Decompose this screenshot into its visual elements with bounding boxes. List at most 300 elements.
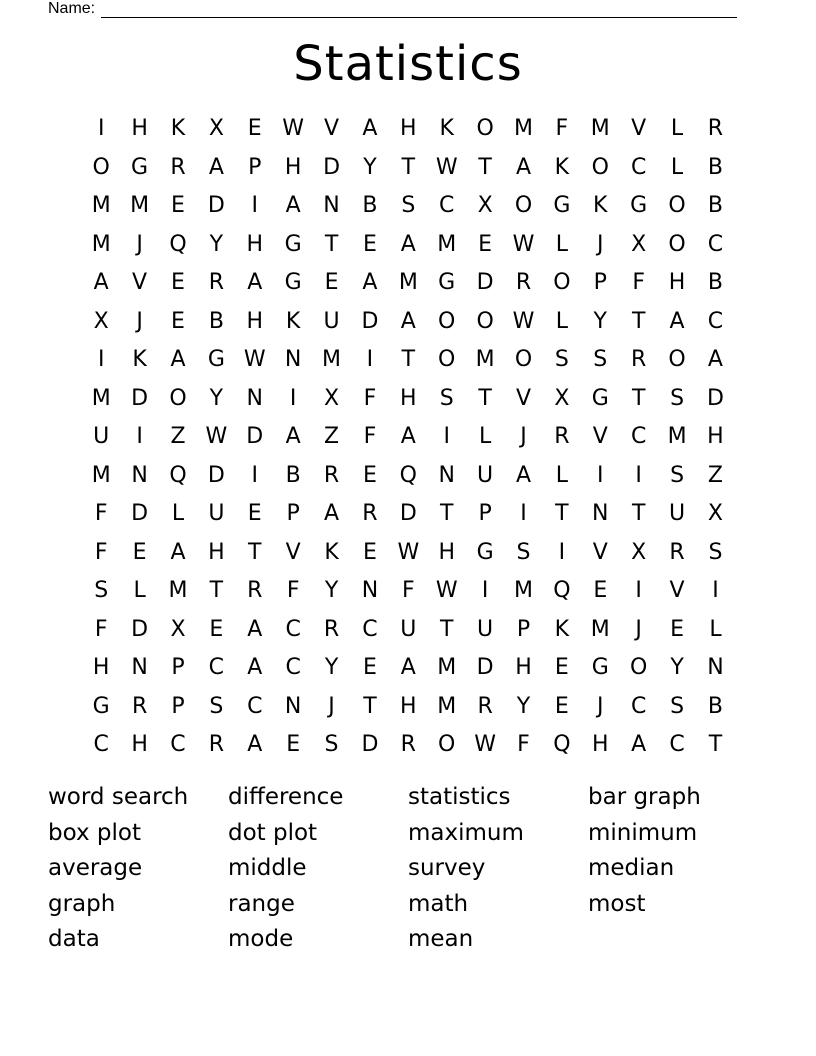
grid-letter[interactable]: F [94,539,108,565]
grid-letter[interactable]: U [400,616,417,642]
grid-letter[interactable]: M [168,578,188,603]
grid-letter[interactable]: T [401,347,416,372]
grid-letter[interactable]: E [247,116,262,141]
grid-letter[interactable]: Y [324,578,339,603]
grid-letter[interactable]: T [363,693,377,719]
grid-letter[interactable]: N [707,655,724,680]
grid-letter[interactable]: R [208,732,225,757]
grid-letter[interactable]: U [323,308,340,334]
grid-letter[interactable]: D [476,270,494,295]
grid-letter[interactable]: P [248,154,262,180]
grid-letter[interactable]: C [707,308,724,334]
grid-letter[interactable]: W [512,308,535,334]
grid-letter[interactable]: M [590,616,610,642]
grid-letter[interactable]: R [323,616,340,642]
grid-letter[interactable]: P [286,501,300,526]
grid-letter[interactable]: E [209,616,224,642]
grid-letter[interactable]: P [171,693,185,719]
grid-letter[interactable]: N [438,462,455,488]
grid-letter[interactable]: G [591,655,609,680]
grid-letter[interactable]: H [208,539,225,565]
grid-letter[interactable]: Q [169,462,187,488]
grid-letter[interactable]: G [92,693,110,719]
grid-letter[interactable]: W [205,424,228,449]
grid-letter[interactable]: M [91,231,111,257]
grid-letter[interactable]: L [133,578,146,603]
grid-letter[interactable]: X [93,308,109,334]
grid-letter[interactable]: F [517,732,530,757]
grid-letter[interactable]: E [554,693,569,719]
grid-letter[interactable]: R [247,578,263,603]
grid-letter[interactable]: H [668,270,686,295]
grid-letter[interactable]: A [93,270,109,295]
grid-letter[interactable]: I [520,501,527,526]
grid-letter[interactable]: F [286,578,300,603]
grid-letter[interactable]: O [438,347,456,372]
grid-row [82,688,736,727]
grid-letter[interactable]: A [170,539,186,565]
word-list-item: data [48,926,100,953]
grid-letter[interactable]: C [707,231,724,257]
grid-letter[interactable]: C [170,732,186,757]
grid-letter[interactable]: Y [209,231,224,257]
grid-letter[interactable]: G [630,193,648,218]
grid-letter[interactable]: N [131,462,148,488]
grid-letter[interactable]: Y [593,308,607,334]
grid-letter[interactable]: M [514,116,533,141]
grid-letter[interactable]: C [630,424,647,449]
grid-letter[interactable]: S [670,462,685,488]
grid-letter[interactable]: S [209,693,224,719]
grid-letter[interactable]: B [707,154,723,180]
grid-letter[interactable]: E [171,270,185,295]
grid-letter[interactable]: A [400,308,416,334]
grid-letter[interactable]: A [515,462,532,488]
grid-letter[interactable]: Y [209,385,224,411]
grid-letter[interactable]: M [437,231,457,257]
grid-letter[interactable]: X [631,231,647,257]
grid-letter[interactable]: Y [324,655,339,680]
grid-letter[interactable]: C [285,616,301,642]
grid-letter[interactable]: T [478,385,492,411]
grid-letter[interactable]: W [243,347,266,372]
grid-letter[interactable]: D [246,424,264,449]
grid-letter[interactable]: O [668,347,686,372]
grid-letter[interactable]: H [131,732,148,757]
grid-letter[interactable]: T [631,308,646,334]
grid-letter[interactable]: M [130,193,150,218]
grid-letter[interactable]: T [209,578,224,603]
grid-letter[interactable]: C [630,154,647,180]
grid-row [82,149,736,188]
grid-letter[interactable]: T [439,501,454,526]
grid-letter[interactable]: T [248,539,262,565]
grid-letter[interactable]: R [554,424,570,449]
grid-letter[interactable]: M [437,655,457,680]
grid-letter[interactable]: L [670,116,684,141]
grid-letter[interactable]: D [323,154,341,180]
word-list-item: maximum [408,819,524,846]
grid-letter[interactable]: T [631,385,646,411]
grid-letter[interactable]: A [669,308,685,334]
grid-letter[interactable]: S [708,539,723,565]
grid-letter[interactable]: M [91,193,111,218]
grid-letter[interactable]: L [709,616,722,642]
grid-letter[interactable]: K [554,616,570,642]
grid-letter[interactable]: Y [363,154,377,180]
grid-letter[interactable]: G [476,539,494,565]
grid-letter[interactable]: S [670,385,685,411]
grid-letter[interactable]: H [400,693,417,719]
grid-letter[interactable]: A [247,732,263,757]
grid-letter[interactable]: F [555,116,569,141]
grid-letter[interactable]: B [208,308,224,334]
grid-letter[interactable]: J [136,308,143,334]
grid-letter[interactable]: C [669,732,685,757]
grid-letter[interactable]: J [635,616,642,642]
grid-letter[interactable]: O [438,308,456,334]
grid-letter[interactable]: T [708,732,723,757]
grid-letter[interactable]: G [284,231,302,257]
grid-letter[interactable]: B [285,462,301,488]
grid-letter[interactable]: D [361,308,379,334]
grid-letter[interactable]: R [170,154,186,180]
grid-letter[interactable]: A [362,270,378,295]
grid-letter[interactable]: G [438,270,456,295]
grid-letter[interactable]: B [707,693,723,719]
grid-letter[interactable]: K [593,193,608,218]
grid-letter[interactable]: X [477,193,493,218]
grid-letter[interactable]: A [400,424,416,449]
grid-letter[interactable]: E [171,193,185,218]
grid-letter[interactable]: A [170,347,186,372]
grid-letter[interactable]: A [285,193,301,218]
grid-letter[interactable]: G [284,270,302,295]
grid-letter[interactable]: O [514,347,533,372]
grid-letter[interactable]: P [171,655,185,680]
grid-letter[interactable]: U [669,501,686,526]
grid-letter[interactable]: U [208,501,225,526]
grid-letter[interactable]: G [207,347,225,372]
grid-letter[interactable]: N [284,347,302,372]
grid-letter[interactable]: D [131,616,149,642]
grid-letter[interactable]: H [592,732,609,757]
grid-letter[interactable]: P [516,616,531,642]
grid-letter[interactable]: E [286,732,301,757]
grid-letter[interactable]: J [597,693,604,719]
grid-letter[interactable]: J [328,693,335,719]
grid-letter[interactable]: O [591,154,609,180]
grid-letter[interactable]: E [362,231,377,257]
grid-letter[interactable]: J [136,231,143,257]
grid-letter[interactable]: N [592,501,609,526]
grid-letter[interactable]: M [590,116,610,141]
grid-letter[interactable]: I [558,539,566,565]
grid-letter[interactable]: Q [553,732,571,757]
grid-letter[interactable]: R [362,501,378,526]
grid-letter[interactable]: H [707,424,724,449]
grid-row [82,649,736,688]
grid-letter[interactable]: X [208,116,224,141]
grid-letter[interactable]: N [361,578,379,603]
grid-letter[interactable]: E [554,655,569,680]
grid-letter[interactable]: K [439,116,454,141]
grid-letter[interactable]: Q [553,578,571,603]
grid-letter[interactable]: J [520,424,527,449]
grid-letter[interactable]: B [707,270,723,295]
grid-letter[interactable]: O [476,308,494,334]
grid-letter[interactable]: C [93,732,109,757]
grid-letter[interactable]: W [435,578,458,603]
grid-letter[interactable]: K [324,539,339,565]
word-list-item: mode [228,926,294,953]
grid-letter[interactable]: Y [670,655,684,680]
grid-letter[interactable]: H [400,385,417,411]
grid-letter[interactable]: N [323,193,340,218]
grid-letter[interactable]: I [481,578,489,603]
grid-letter[interactable]: A [247,616,263,642]
grid-letter[interactable]: M [91,462,111,488]
grid-letter[interactable]: V [669,578,685,603]
grid-letter[interactable]: P [593,270,607,295]
grid-letter[interactable]: X [324,385,340,411]
grid-letter[interactable]: K [132,347,147,372]
grid-letter[interactable]: C [439,193,455,218]
grid-letter[interactable]: Q [169,231,187,257]
grid-letter[interactable]: M [514,578,533,603]
grid-letter[interactable]: E [362,539,377,565]
grid-letter[interactable]: F [401,578,415,603]
grid-letter[interactable]: L [670,154,684,180]
grid-letter[interactable]: T [478,154,492,180]
grid-letter[interactable]: L [555,308,569,334]
grid-letter[interactable]: D [207,462,225,488]
grid-letter[interactable]: L [555,462,569,488]
grid-letter[interactable]: R [131,693,148,719]
grid-letter[interactable]: W [282,116,305,141]
grid-letter[interactable]: A [208,154,224,180]
grid-letter[interactable]: W [512,231,535,257]
grid-letter[interactable]: I [289,385,297,411]
grid-letter[interactable]: O [668,231,686,257]
grid-letter[interactable]: I [251,193,258,218]
grid-letter[interactable]: E [593,578,608,603]
grid-letter[interactable]: H [400,116,417,141]
grid-letter[interactable]: H [515,655,532,680]
grid-letter[interactable]: E [478,231,493,257]
grid-letter[interactable]: R [631,347,647,372]
grid-letter[interactable]: A [285,424,301,449]
grid-letter[interactable]: D [207,193,225,218]
grid-letter[interactable]: G [131,154,149,180]
grid-letter[interactable]: V [631,116,647,141]
grid-letter[interactable]: I [366,347,374,372]
grid-letter[interactable]: W [435,154,458,180]
grid-letter[interactable]: E [324,270,339,295]
grid-letter[interactable]: M [475,347,495,372]
grid-letter[interactable]: H [246,308,264,334]
grid-letter[interactable]: W [397,539,420,565]
grid-letter[interactable]: U [477,462,494,488]
grid-letter[interactable]: O [438,732,456,757]
grid-letter[interactable]: I [635,462,642,488]
grid-letter[interactable]: O [476,116,494,141]
grid-letter[interactable]: M [398,270,418,295]
grid-letter[interactable]: E [171,308,185,334]
grid-letter[interactable]: D [706,385,724,411]
grid-letter[interactable]: S [439,385,454,411]
grid-letter[interactable]: X [631,539,647,565]
grid-letter[interactable]: R [208,270,225,295]
grid-letter[interactable]: R [400,732,416,757]
grid-letter[interactable]: M [91,385,111,411]
grid-letter[interactable]: E [247,501,262,526]
grid-letter[interactable]: E [670,616,684,642]
grid-letter[interactable]: Q [399,462,417,488]
grid-letter[interactable]: H [284,154,302,180]
grid-letter[interactable]: I [443,424,450,449]
grid-letter[interactable]: I [97,347,105,372]
grid-letter[interactable]: R [323,462,340,488]
grid-letter[interactable]: C [362,616,378,642]
grid-letter[interactable]: I [635,578,642,603]
grid-letter[interactable]: A [324,501,340,526]
grid-letter[interactable]: K [554,154,570,180]
name-blank-line[interactable] [101,2,737,18]
grid-letter[interactable]: P [478,501,492,526]
grid-letter[interactable]: I [97,116,105,141]
grid-letter[interactable]: E [362,462,377,488]
grid-letter[interactable]: Y [516,693,531,719]
grid-letter[interactable]: O [630,655,648,680]
grid-letter[interactable]: K [170,116,186,141]
grid-letter[interactable]: V [592,424,608,449]
grid-letter[interactable]: M [322,347,342,372]
grid-letter[interactable]: H [438,539,455,565]
grid-letter[interactable]: T [439,616,454,642]
grid-letter[interactable]: F [94,501,108,526]
grid-letter[interactable]: X [554,385,570,411]
grid-letter[interactable]: A [515,154,532,180]
grid-letter[interactable]: M [667,424,687,449]
grid-letter[interactable]: A [631,732,647,757]
grid-letter[interactable]: C [630,693,647,719]
grid-letter[interactable]: D [476,655,494,680]
grid-letter[interactable]: L [555,231,569,257]
grid-letter[interactable]: Z [170,424,186,449]
grid-letter[interactable]: V [324,116,340,141]
grid-letter[interactable]: K [285,308,301,334]
grid-letter[interactable]: A [362,116,378,141]
grid-letter[interactable]: C [285,655,301,680]
grid-letter[interactable]: O [169,385,187,411]
grid-letter[interactable]: C [208,655,225,680]
grid-letter[interactable]: A [247,655,263,680]
grid-letter[interactable]: X [707,501,723,526]
grid-letter[interactable]: D [131,501,149,526]
grid-letter[interactable]: S [94,578,109,603]
grid-letter[interactable]: S [516,539,531,565]
grid-letter[interactable]: H [92,655,110,680]
grid-letter[interactable]: N [131,655,148,680]
grid-letter[interactable]: O [553,270,571,295]
name-field [48,0,737,18]
grid-letter[interactable]: G [553,193,571,218]
grid-letter[interactable]: R [477,693,493,719]
grid-letter[interactable]: T [555,501,569,526]
grid-letter[interactable]: S [554,347,569,372]
grid-letter[interactable]: V [285,539,301,565]
grid-letter[interactable]: M [437,693,457,719]
grid-letter[interactable]: B [362,193,378,218]
grid-letter[interactable]: T [401,154,416,180]
grid-letter[interactable]: O [668,193,686,218]
grid-letter[interactable]: R [707,116,724,141]
grid-letter[interactable]: A [400,655,416,680]
grid-letter[interactable]: W [474,732,496,757]
grid-letter[interactable]: L [171,501,185,526]
grid-letter[interactable]: S [593,347,608,372]
grid-letter[interactable]: V [132,270,148,295]
grid-letter[interactable]: V [592,539,608,565]
grid-letter[interactable]: T [324,231,339,257]
grid-letter[interactable]: Z [324,424,340,449]
grid-letter[interactable]: A [400,231,416,257]
grid-letter[interactable]: V [515,385,532,411]
grid-letter[interactable]: C [247,693,263,719]
grid-letter[interactable]: R [515,270,532,295]
grid-letter[interactable]: A [247,270,263,295]
grid-letter[interactable]: N [246,385,263,411]
grid-letter[interactable]: I [136,424,143,449]
grid-letter[interactable]: O [92,154,110,180]
grid-letter[interactable]: X [170,616,186,642]
grid-letter[interactable]: S [401,193,416,218]
grid-letter[interactable]: H [246,231,264,257]
grid-row [82,187,736,226]
grid-letter[interactable]: I [597,462,604,488]
grid-letter[interactable]: F [94,616,108,642]
grid-letter[interactable]: Z [707,462,723,488]
grid-letter[interactable]: U [93,424,110,449]
grid-letter[interactable]: L [478,424,492,449]
grid-letter[interactable]: T [631,501,646,526]
grid-letter[interactable]: F [632,270,645,295]
grid-letter[interactable]: D [361,732,379,757]
grid-letter[interactable]: F [363,385,377,411]
grid-letter[interactable]: E [132,539,147,565]
grid-letter[interactable]: G [591,385,609,411]
grid-letter[interactable]: J [597,231,604,257]
grid-letter[interactable]: S [670,693,685,719]
grid-letter[interactable]: I [712,578,719,603]
grid-letter[interactable]: N [284,693,302,719]
grid-letter[interactable]: F [363,424,377,449]
grid-row [82,226,736,265]
word-list-item: minimum [588,819,698,846]
grid-letter[interactable]: B [707,193,723,218]
grid-letter[interactable]: R [669,539,685,565]
grid-letter[interactable]: H [131,116,148,141]
grid-letter[interactable]: O [514,193,533,218]
grid-letter[interactable]: A [707,347,723,372]
grid-letter[interactable]: I [251,462,258,488]
grid-letter[interactable]: E [362,655,377,680]
grid-letter[interactable]: U [477,616,494,642]
grid-letter[interactable]: D [131,385,149,411]
grid-letter[interactable]: S [324,732,339,757]
grid-letter[interactable]: D [399,501,417,526]
